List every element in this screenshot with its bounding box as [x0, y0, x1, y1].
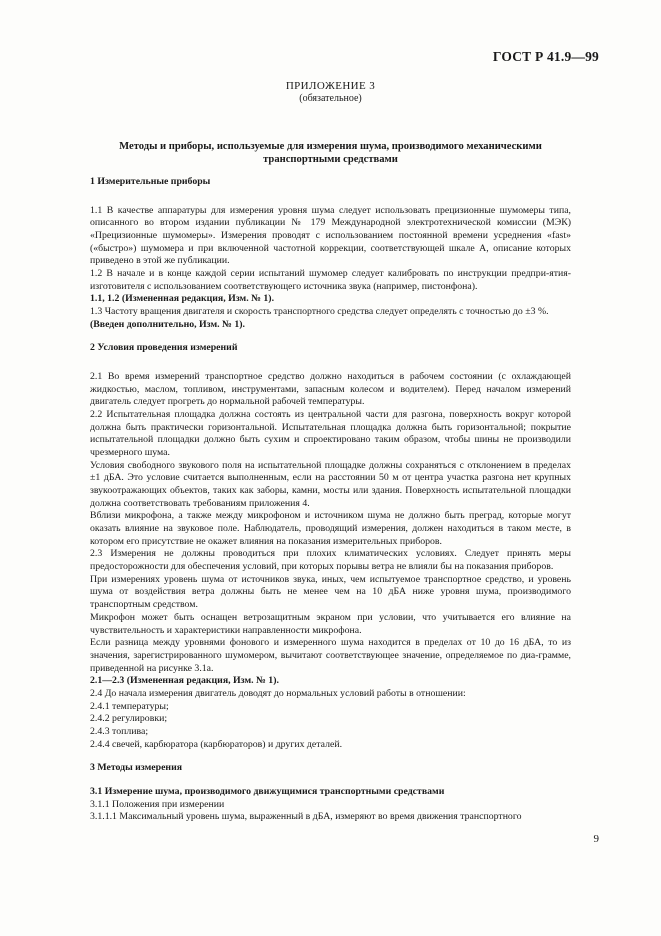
paragraph-2-3: 2.3 Измерения не должны проводиться при плохих климатических условиях. Следует принять меры предосторожности для обеспечения условий, при которых порывы ветра не влияли бы на показания приборов. — [90, 548, 571, 573]
paragraph-2-2: 2.2 Испытательная площадка должна состоять из центральной части для разгона, поверхность вокруг которой должна быть практически горизонтальной. Испытательная площадка должна быть горизонтальной; покрытие испытательной площадки должно быть сухим и спроектировано таким образом, чтобы шины не производили чрезмерного шума. — [90, 409, 571, 459]
paragraph-2-1: 2.1 Во время измерений транспортное средство должно находиться в рабочем состоянии (с охлаждающей жидкостью, маслом, топливом, инструментами, запасным колесом и водителем). Перед началом измерений двигатель следует прогреть до нормальной рабочей температуры. — [90, 371, 571, 408]
amendment-note-1: 1.1, 1.2 (Измененная редакция, Изм. № 1). — [90, 293, 275, 305]
amendment-note-2: 2.1—2.3 (Измененная редакция, Изм. № 1). — [90, 675, 279, 687]
standard-designation: ГОСТ Р 41.9—99 — [492, 49, 599, 64]
paragraph-2-3-b: При измерениях уровень шума от источников звука, иных, чем испытуемое транспортное средство, и уровень шума от воздействия ветра должны быть не менее чем на 10 дБА ниже уровня шума, производимого транспортным средством. — [90, 573, 571, 611]
appendix-subtitle: (обязательное) — [299, 93, 362, 104]
list-item-2-4-4: 2.4.4 свечей, карбюратора (карбюраторов) и других деталей. — [90, 738, 343, 750]
document-title: Методы и приборы, используемые для измерения шума, производимого механическими транспортными средствами — [119, 141, 542, 165]
paragraph-1-3: 1.3 Частоту вращения двигателя и скорость транспортного средства следует определять с точностью до ±3 %. — [90, 306, 549, 318]
paragraph-2-2-c: Вблизи микрофона, а также между микрофоном и источником шума не должно быть преград, которые могут оказать влияние на звуковое поле. Наблюдатель, проводящий измерения, должен находиться в таком месте, в котором его присутствие не окажет влияния на показания измерительных приборов. — [90, 510, 571, 547]
paragraph-3-1-1: 3.1.1 Положения при измерении — [90, 798, 225, 810]
paragraph-2-2-b: Условия свободного звукового поля на испытательной площадке должны сохраняться с отклонением в пределах ±1 дБА. Это условие считается выполненным, если на расстоянии 50 м от центра участка разгона нет крупных звукоотражающих объектов, таких как заборы, камни, мосты или здания. Поверхность испытательной площадки должна соответствовать требованиям приложения 4. — [90, 459, 571, 509]
section-2-heading: 2 Условия проведения измерений — [90, 342, 238, 354]
paragraph-2-3-c: Микрофон может быть оснащен ветрозащитным экраном при условии, что учитывается его влияние на чувствительность и характеристики направленности микрофона. — [90, 611, 571, 636]
paragraph-2-3-d: Если разница между уровнями фонового и измеренного шума находится в пределах от 10 до 16 дБА, то из значения, зарегистрированного шумомером, вычитают соответствующее значение, определяемое по диа-грамме, приведенной на рисунке 3.1а. — [90, 637, 571, 674]
document-body — [90, 176, 571, 824]
paragraph-1-1: 1.1 В качестве аппаратуры для измерения уровня шума следует использовать прецизионные шумомеры типа, описанного во втором издании публикации № 179 Международной электротехнической комиссии (МЭК) «Прецизионные шумомеры». Измерения проводят с использованием постоянной времени усреднения «fast» («быстро») шумомера и при включенной частотной коррекции, соответствующей шкале А, описание которых приведено в этой же публикации. — [90, 204, 571, 267]
list-item-2-4-2: 2.4.2 регулировки; — [90, 713, 168, 725]
section-3-heading: 3 Методы измерения — [90, 762, 183, 774]
paragraph-3-1-1-1: 3.1.1.1 Максимальный уровень шума, выраженный в дБА, измеряют во время движения транспортного — [90, 811, 522, 823]
paragraph-1-2: 1.2 В начале и в конце каждой серии испытаний шумомер следует калибровать по инструкции предпри-ятия-изготовителя с использованием соответствующего источника звука (например, пистонфона). — [90, 268, 571, 292]
list-item-2-4-1: 2.4.1 температуры; — [90, 700, 169, 712]
added-note-1: (Введен дополнительно, Изм. № 1). — [90, 318, 245, 330]
list-item-2-4-3: 2.4.3 топлива; — [90, 725, 149, 737]
appendix-title: ПРИЛОЖЕНИЕ 3 — [285, 80, 376, 92]
paragraph-2-4: 2.4 До начала измерения двигатель доводят до нормальных условий работы в отношении: — [90, 687, 466, 699]
section-1-heading: 1 Измерительные приборы — [90, 176, 211, 187]
page-number: 9 — [593, 833, 599, 845]
section-3-1-heading: 3.1 Измерение шума, производимого движущимися транспортными средствами — [90, 785, 445, 797]
